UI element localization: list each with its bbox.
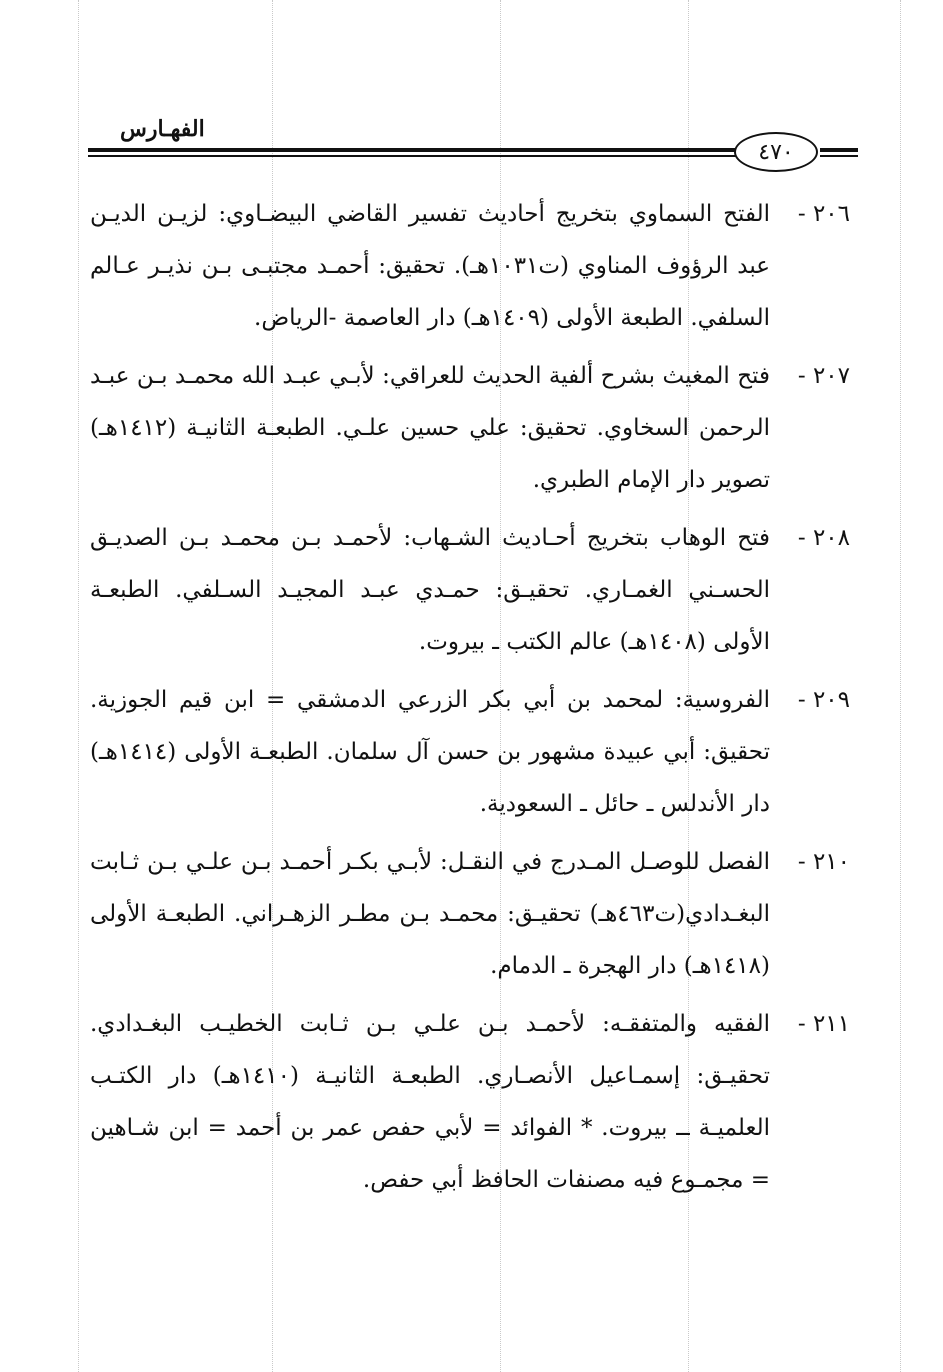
entry-text: الفروسية: لمحمد بن أبي بكر الزرعي الدمشقي = ابن قيم الجوزية. تحقيق: أبي عبيدة مشهور بن حسن آل سلمان. الطبعـة الأولى (١٤١٤هـ) دار الأندلس ـ حائل ـ السعودية.: [90, 687, 770, 817]
section-title: الفهـارس: [120, 116, 205, 142]
page-number: [734, 132, 818, 172]
bibliography-list: [90, 188, 850, 1212]
entry-text: الفتح السماوي بتخريج أحاديث تفسير القاضي البيضـاوي: لزيـن الديـن عبد الرؤوف المناوي (ت١٠٣١هـ). تحقيق: أحمـد مجتبـى بـن نذيـر عـالم السلفي. الطبعة الأولى (١٤٠٩هـ) دار العاصمة -الرياض.: [90, 201, 770, 331]
page-number-text: ٤٧٠: [758, 139, 794, 165]
scan-artifact-line: [78, 0, 79, 1372]
header-rule: [88, 148, 738, 152]
bibliography-entry: [90, 512, 850, 668]
entry-number: ٢١١ -: [797, 1011, 850, 1037]
entry-number: ٢٠٧ -: [797, 363, 850, 389]
scan-artifact-line: [900, 0, 901, 1372]
entry-text: فتح المغيث بشرح ألفية الحديث للعراقي: لأبـي عبـد الله محمـد بـن عبـد الرحمن السخاوي. تحقيق: علي حسين علـي. الطبعـة الثانيـة (١٤١٢هـ) تصوير دار الإمام الطبري.: [90, 363, 770, 493]
bibliography-entry: [90, 674, 850, 830]
header-rule: [88, 155, 738, 157]
bibliography-entry: [90, 836, 850, 992]
header-rule: [820, 155, 858, 157]
entry-number: ٢١٠ -: [797, 849, 850, 875]
entry-text: الفصل للوصـل المـدرج في النقـل: لأبـي بكـر أحمـد بـن علـي بـن ثـابت البغـدادي(ت٤٦٣هـ) تحقيـق: محمـد بـن مطـر الزهـراني. الطبعـة الأولى (١٤١٨هـ) دار الهجرة ـ الدمام.: [90, 849, 770, 979]
entry-number: ٢٠٦ -: [797, 201, 850, 227]
bibliography-entry: [90, 998, 850, 1206]
entry-text: فتح الوهاب بتخريج أحـاديث الشـهاب: لأحمـد بـن محمـد بـن الصديـق الحسـني الغمـاري. تحقيـق: حمـدي عبـد المجيـد السـلفي. الطبعـة الأولى (١٤٠٨هـ) عالم الكتب ـ بيروت.: [90, 525, 770, 655]
entry-number: ٢٠٩ -: [797, 687, 850, 713]
header-rule: [820, 148, 858, 152]
entry-number: ٢٠٨ -: [797, 525, 850, 551]
bibliography-entry: [90, 350, 850, 506]
page-header: [88, 112, 858, 182]
entry-text: الفقيه والمتفقـه: لأحمـد بـن علـي بـن ثـابت الخطيـب البغـدادي. تحقيـق: إسمـاعيل الأنصـاري. الطبعـة الثانيـة (١٤١٠هـ) دار الكتـب العلميـة ــ بيروت. * الفوائد = لأبي حفص عمر بن أحمد = ابن شـاهين = مجمـوع فيه مصنفات الحافظ أبي حفص.: [90, 1011, 770, 1193]
bibliography-entry: [90, 188, 850, 344]
